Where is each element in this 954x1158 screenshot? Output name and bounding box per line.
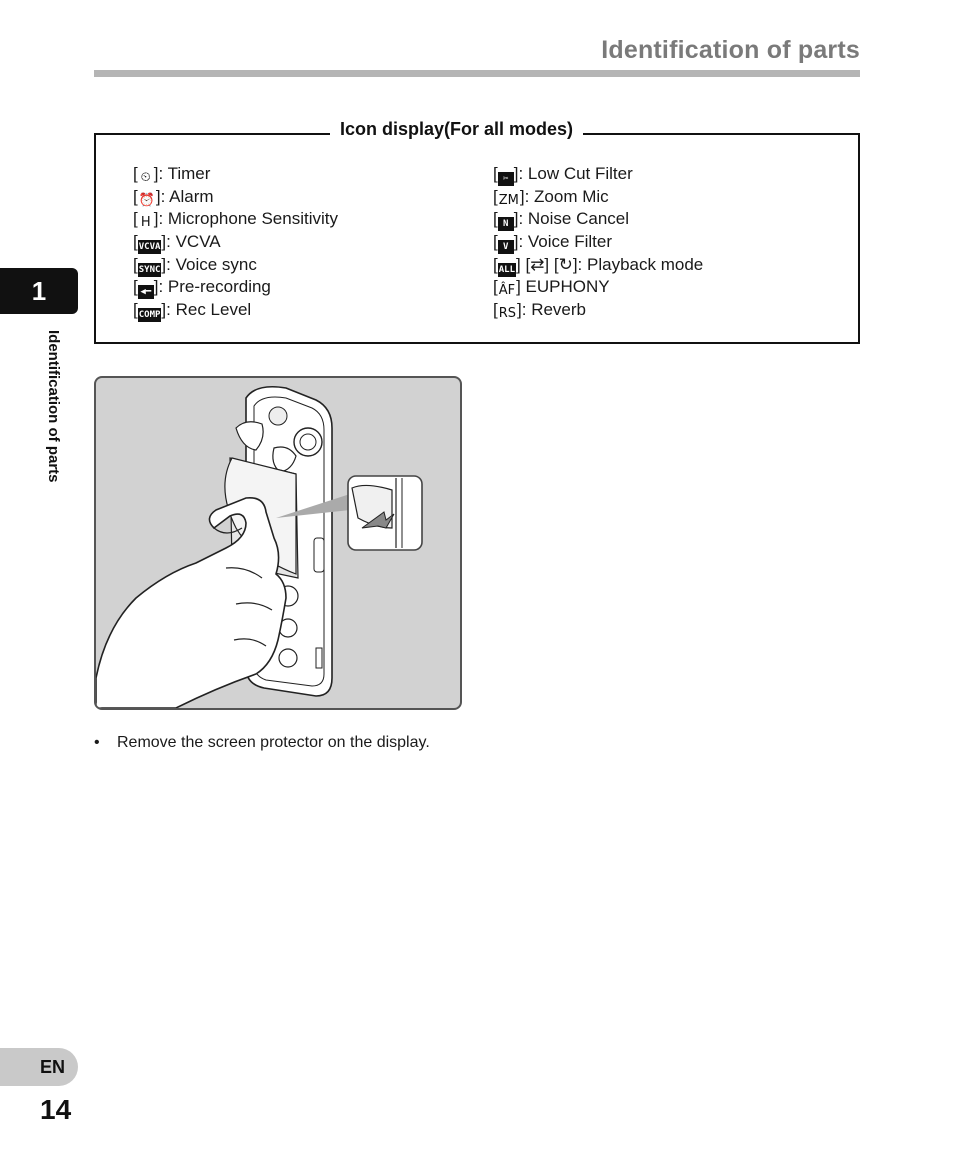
caption-text: Remove the screen protector on the display.	[117, 734, 430, 751]
icon-entry: [ ⏲ ]: Timer	[133, 164, 211, 185]
icon-entry: [ALL] [⇄] [↻]: Playback mode	[493, 254, 704, 275]
icon-entry: [ N ]: Noise Cancel	[493, 209, 630, 230]
reverb-icon: RS	[498, 306, 517, 322]
icon-entry: [ V ]: Voice Filter	[493, 232, 612, 253]
icon-entry: [ ✂ ]: Low Cut Filter	[493, 164, 633, 184]
recorder-hand-drawing	[96, 378, 460, 708]
noise-cancel-icon: N	[498, 217, 514, 231]
playback-mode-icon: ALL	[498, 264, 515, 275]
rec-level-icon: COMP	[138, 310, 161, 321]
zoom-mic-icon: ZM	[498, 192, 519, 208]
icon-entry: [⏰]: Alarm	[133, 186, 214, 208]
icon-entry: [RS]: Reverb	[493, 300, 587, 322]
icon-entry: [ÂF] EUPHONY	[493, 277, 610, 299]
mic-sensitivity-icon: H	[140, 215, 151, 231]
euphony-icon: ÂF	[498, 283, 516, 299]
icon-entry: [ ◀━ ]: Pre-recording	[133, 277, 271, 298]
screen-protector-illustration	[94, 376, 462, 710]
icon-list-right	[493, 163, 703, 322]
icon-entry: [COMP]: Rec Level	[133, 300, 252, 321]
voice-sync-icon: SYNC	[138, 264, 161, 275]
icon-display-title: Icon display(For all modes)	[330, 119, 583, 140]
chapter-tab	[0, 268, 78, 314]
icon-entry: [SYNC]: Voice sync	[133, 254, 257, 275]
voice-filter-icon: V	[498, 240, 514, 254]
side-section-label: Identification of parts	[45, 330, 62, 483]
icon-entry: [ H ]: Microphone Sensitivity	[133, 209, 338, 231]
vcva-icon: VCVA	[138, 242, 161, 253]
alarm-icon: ⏰	[138, 192, 155, 208]
icon-list-left	[133, 163, 338, 322]
icon-entry: [VCVA]: VCVA	[133, 232, 221, 253]
icon-entry: [ZM]: Zoom Mic	[493, 186, 609, 208]
header-rule	[94, 70, 860, 77]
page-number: 14	[40, 1094, 72, 1125]
caption-bullet	[94, 733, 454, 753]
language-label: EN	[40, 1057, 66, 1077]
chapter-number: 1	[31, 276, 47, 306]
bullet-dot: •	[94, 734, 100, 751]
low-cut-filter-icon: ✂	[498, 172, 514, 186]
timer-icon: ⏲	[140, 170, 151, 185]
pre-recording-icon: ◀━	[138, 285, 154, 299]
language-tab	[0, 1048, 78, 1086]
page-header-title: Identification of parts	[601, 36, 860, 64]
